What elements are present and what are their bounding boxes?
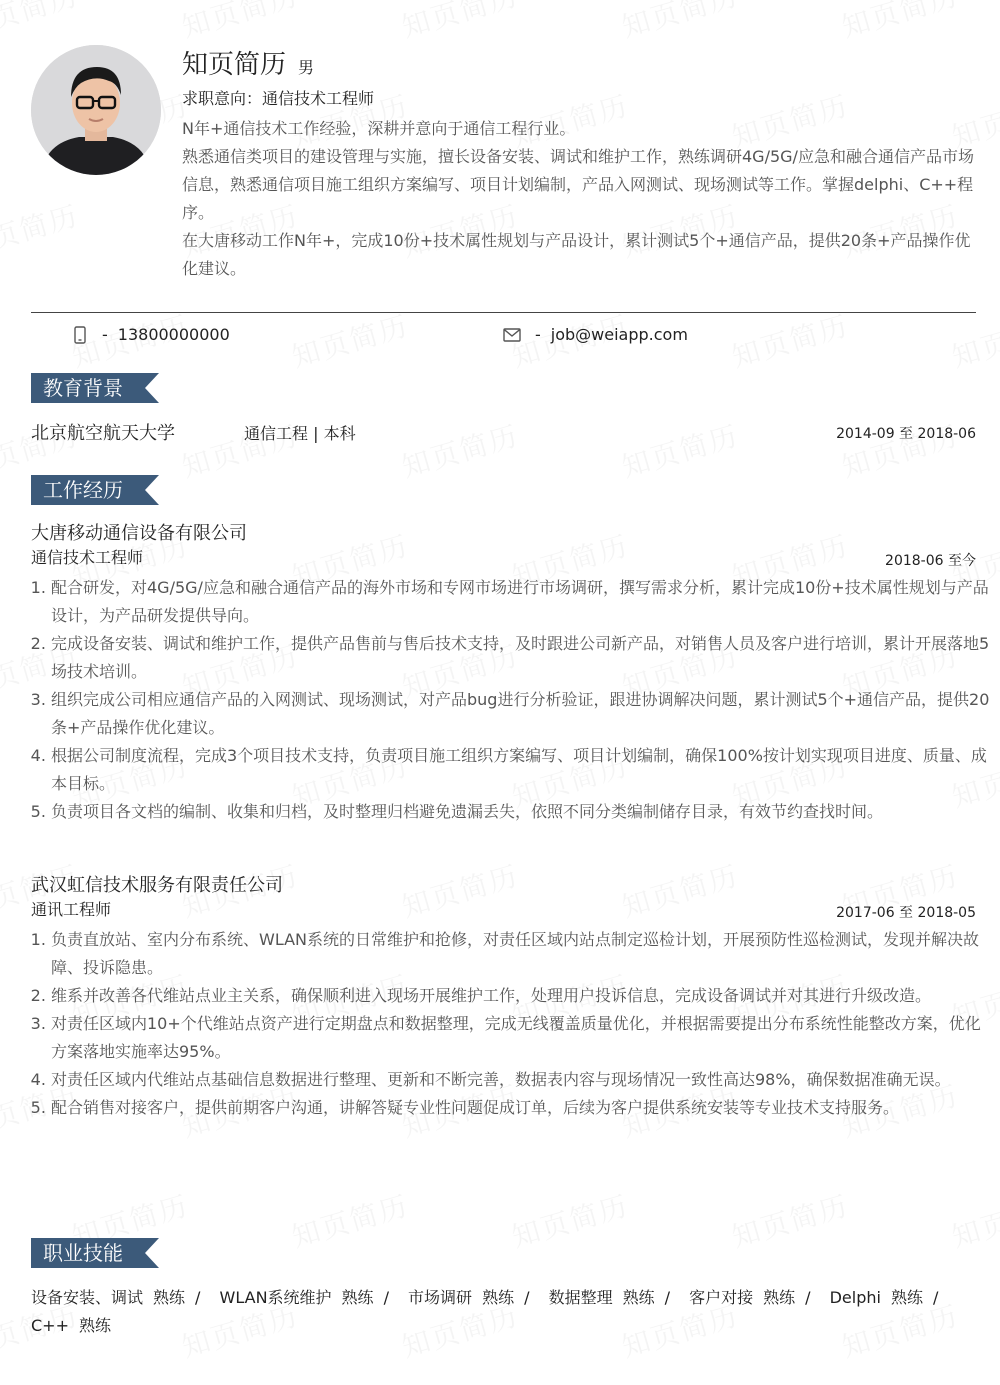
skill-name: Delphi	[829, 1288, 881, 1307]
job-duties	[31, 574, 996, 826]
skill-level: 熟练	[78, 1316, 111, 1335]
watermark-text	[287, 1184, 413, 1256]
header-divider	[31, 312, 976, 313]
watermark-text	[397, 0, 523, 46]
skill-name: WLAN系统维护	[219, 1288, 332, 1307]
skill-item	[31, 1316, 111, 1335]
skill-name: 数据整理	[548, 1288, 613, 1307]
skill-level: 熟练	[482, 1288, 515, 1307]
job-role: 通讯工程师	[31, 900, 112, 919]
phone-contact	[72, 325, 230, 344]
skills-list	[31, 1284, 981, 1340]
summary-line: 在大唐移动工作N年+，完成10份+技术属性规划与产品设计，累计测试5个+通信产品，提供20条+产品操作优化建议。	[182, 231, 971, 278]
job-date: 2017-06 至 2018-05	[836, 905, 976, 921]
phone-icon	[72, 326, 88, 344]
mail-icon	[503, 328, 521, 342]
education-major: 通信工程 | 本科	[244, 424, 356, 443]
watermark-text	[617, 414, 743, 486]
duty-item: 4. 对责任区域内代维站点基础信息数据进行整理、更新和不断完善，数据表内容与现场情况一致性高达98%，确保数据准确无误。	[51, 1066, 996, 1094]
duty-item: 5. 配合销售对接客户，提供前期客户沟通，讲解答疑专业性问题促成订单，后续为客户提供系统安装等专业技术支持服务。	[51, 1094, 996, 1122]
skills-heading	[31, 1238, 145, 1268]
skill-name: 设备安装、调试	[31, 1288, 144, 1307]
watermark-text	[727, 304, 853, 376]
email-separator: -	[535, 325, 541, 344]
watermark-text	[177, 0, 303, 46]
watermark-text	[397, 854, 523, 926]
education-heading	[31, 373, 145, 403]
skill-item	[549, 1288, 655, 1307]
summary-line: 熟悉通信类项目的建设管理与实施，擅长设备安装、调试和维护工作，熟练调研4G/5G/应急和融合通信产品市场信息，熟悉通信项目施工组织方案编写、项目计划编制，产品入网测试、现场测试等工作。掌握delphi、C++程序。	[182, 147, 974, 222]
skill-level: 熟练	[153, 1288, 186, 1307]
education-heading-label: 教育背景	[31, 373, 145, 403]
watermark-text	[507, 1184, 633, 1256]
watermark-text	[0, 0, 83, 46]
duty-item: 2. 完成设备安装、调试和维护工作，提供产品售前与售后技术支持，及时跟进公司新产品，对销售人员及客户进行培训，累计开展落地5场技术培训。	[51, 630, 996, 686]
skills-heading-label: 职业技能	[31, 1238, 145, 1268]
skill-separator: /	[932, 1288, 939, 1307]
skill-separator: /	[805, 1288, 811, 1307]
job-role: 通信技术工程师	[31, 548, 144, 567]
skill-level: 熟练	[763, 1288, 796, 1307]
watermark-text	[837, 0, 963, 46]
duty-item: 2. 维系并改善各代维站点业主关系，确保顺利进入现场开展维护工作，处理用户投诉信息，完成设备调试并对其进行升级改造。	[51, 982, 996, 1010]
email-address[interactable]: job@weiapp.com	[550, 325, 688, 344]
watermark-text	[287, 304, 413, 376]
summary	[182, 115, 977, 283]
duty-item: 4. 根据公司制度流程，完成3个项目技术支持，负责项目施工组织方案编写、项目计划编制，确保100%按计划实现项目进度、质量、成本目标。	[51, 742, 996, 798]
watermark-text	[617, 854, 743, 926]
education-date: 2014-09 至 2018-06	[836, 426, 976, 442]
avatar-photo	[31, 45, 161, 175]
skill-level: 熟练	[622, 1288, 655, 1307]
skill-separator: /	[383, 1288, 389, 1307]
skill-separator: /	[664, 1288, 670, 1307]
summary-line: N年+通信技术工作经验，深耕并意向于通信工程行业。	[182, 119, 576, 138]
watermark-text	[397, 414, 523, 486]
work-heading	[31, 475, 145, 505]
job-duties	[31, 926, 996, 1122]
phone-number[interactable]: 13800000000	[117, 325, 230, 344]
skill-name: C++	[31, 1316, 69, 1335]
job-date: 2018-06 至今	[885, 553, 976, 569]
duty-item: 1. 负责直放站、室内分布系统、WLAN系统的日常维护和抢修，对责任区域内站点制定巡检计划，开展预防性巡检测试，发现并解决故障、投诉隐患。	[51, 926, 996, 982]
phone-separator: -	[102, 325, 108, 344]
skill-item	[689, 1288, 795, 1307]
name-row	[182, 44, 314, 81]
job-objective: 求职意向：通信技术工程师	[182, 89, 375, 108]
skill-item	[31, 1288, 185, 1307]
duty-item: 3. 对责任区域内10+个代维站点资产进行定期盘点和数据整理，完成无线覆盖质量优化，并根据需要提出分布系统性能整改方案，优化方案落地实施率达95%。	[51, 1010, 996, 1066]
skill-level: 熟练	[341, 1288, 374, 1307]
watermark-text	[727, 1184, 853, 1256]
watermark-text	[0, 194, 83, 266]
duty-item: 1. 配合研发，对4G/5G/应急和融合通信产品的海外市场和专网市场进行市场调研，撰写需求分析，累计完成10份+技术属性规划与产品设计，为产品研发提供导向。	[51, 574, 996, 630]
skill-item	[220, 1288, 374, 1307]
watermark-text	[947, 1184, 1000, 1256]
job-company: 大唐移动通信设备有限公司	[31, 523, 247, 544]
candidate-gender: 男	[298, 58, 315, 77]
skill-level: 熟练	[890, 1288, 923, 1307]
skill-name: 客户对接	[689, 1288, 754, 1307]
skill-name: 市场调研	[408, 1288, 473, 1307]
skill-separator: /	[195, 1288, 201, 1307]
work-heading-label: 工作经历	[31, 475, 145, 505]
candidate-name: 知页简历	[182, 50, 287, 80]
watermark-text	[947, 304, 1000, 376]
skill-item	[408, 1288, 514, 1307]
email-contact	[503, 325, 688, 344]
avatar	[31, 45, 161, 175]
job-company: 武汉虹信技术服务有限责任公司	[31, 875, 283, 896]
duty-item: 3. 组织完成公司相应通信产品的入网测试、现场测试，对产品bug进行分析验证，跟进协调解决问题，累计测试5个+通信产品，提供20条+产品操作优化建议。	[51, 686, 996, 742]
watermark-text	[617, 0, 743, 46]
duty-item: 5. 负责项目各文档的编制、收集和归档，及时整理归档避免遗漏丢失，依照不同分类编制储存目录，有效节约查找时间。	[51, 798, 996, 826]
education-school: 北京航空航天大学	[31, 423, 175, 444]
skill-separator: /	[524, 1288, 530, 1307]
skill-item	[830, 1288, 923, 1307]
